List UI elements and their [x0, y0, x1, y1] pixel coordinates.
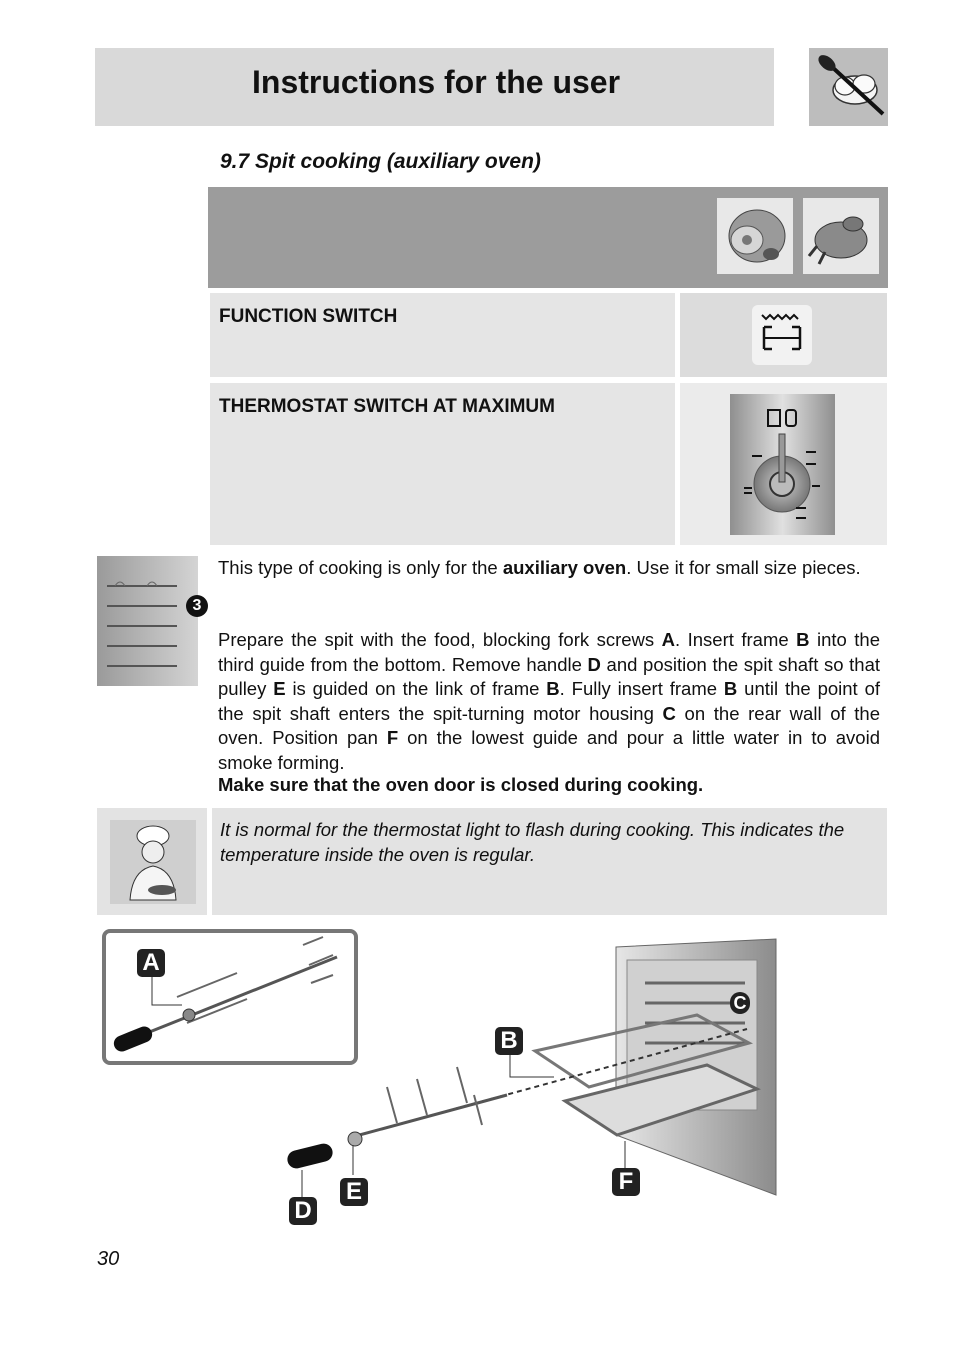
label-d: D [289, 1197, 317, 1225]
page-number: 30 [97, 1248, 120, 1270]
spoon-hat-icon [809, 48, 888, 126]
paragraph-instructions: Prepare the spit with the food, blocking fork screws A. Insert frame B into the third guide from the bottom. Remove handle D and position the spit shaft so that pulley E is guided on the link of frame B. Fully insert frame B until the point of the spit shaft enters the spit-turning motor housing C on the rear wall of the oven. Position pan F on the lowest guide and pour a little water in to avoid smoke forming. [218, 629, 880, 773]
spit-function-icon [752, 305, 812, 365]
warning-text: Make sure that the oven door is closed during cooking. [218, 774, 704, 795]
oven-rack-image [97, 556, 198, 686]
paragraph-intro: This type of cooking is only for the auxiliary oven. Use it for small size pieces. [218, 557, 861, 578]
label-a: A [137, 949, 165, 977]
page-title: Instructions for the user [252, 64, 621, 100]
roast-meat-image [717, 198, 793, 274]
label-c: C [730, 992, 750, 1014]
spit-assembly-diagram [97, 925, 797, 1230]
thermostat-knob-icon [730, 394, 835, 535]
chef-logo [809, 48, 888, 126]
label-f: F [612, 1168, 640, 1196]
label-e: E [340, 1178, 368, 1206]
note-text: It is normal for the thermostat light to flash during cooking. This indicates the temperature inside the oven is regular. [220, 819, 845, 865]
thermostat-label: THERMOSTAT SWITCH AT MAXIMUM [219, 396, 555, 417]
chef-icon [110, 820, 196, 904]
function-switch-label: FUNCTION SWITCH [219, 306, 398, 327]
rack-level-badge: 3 [186, 595, 208, 617]
roast-chicken-image [803, 198, 879, 274]
section-title: 9.7 Spit cooking (auxiliary oven) [220, 150, 541, 173]
label-b: B [495, 1027, 523, 1055]
